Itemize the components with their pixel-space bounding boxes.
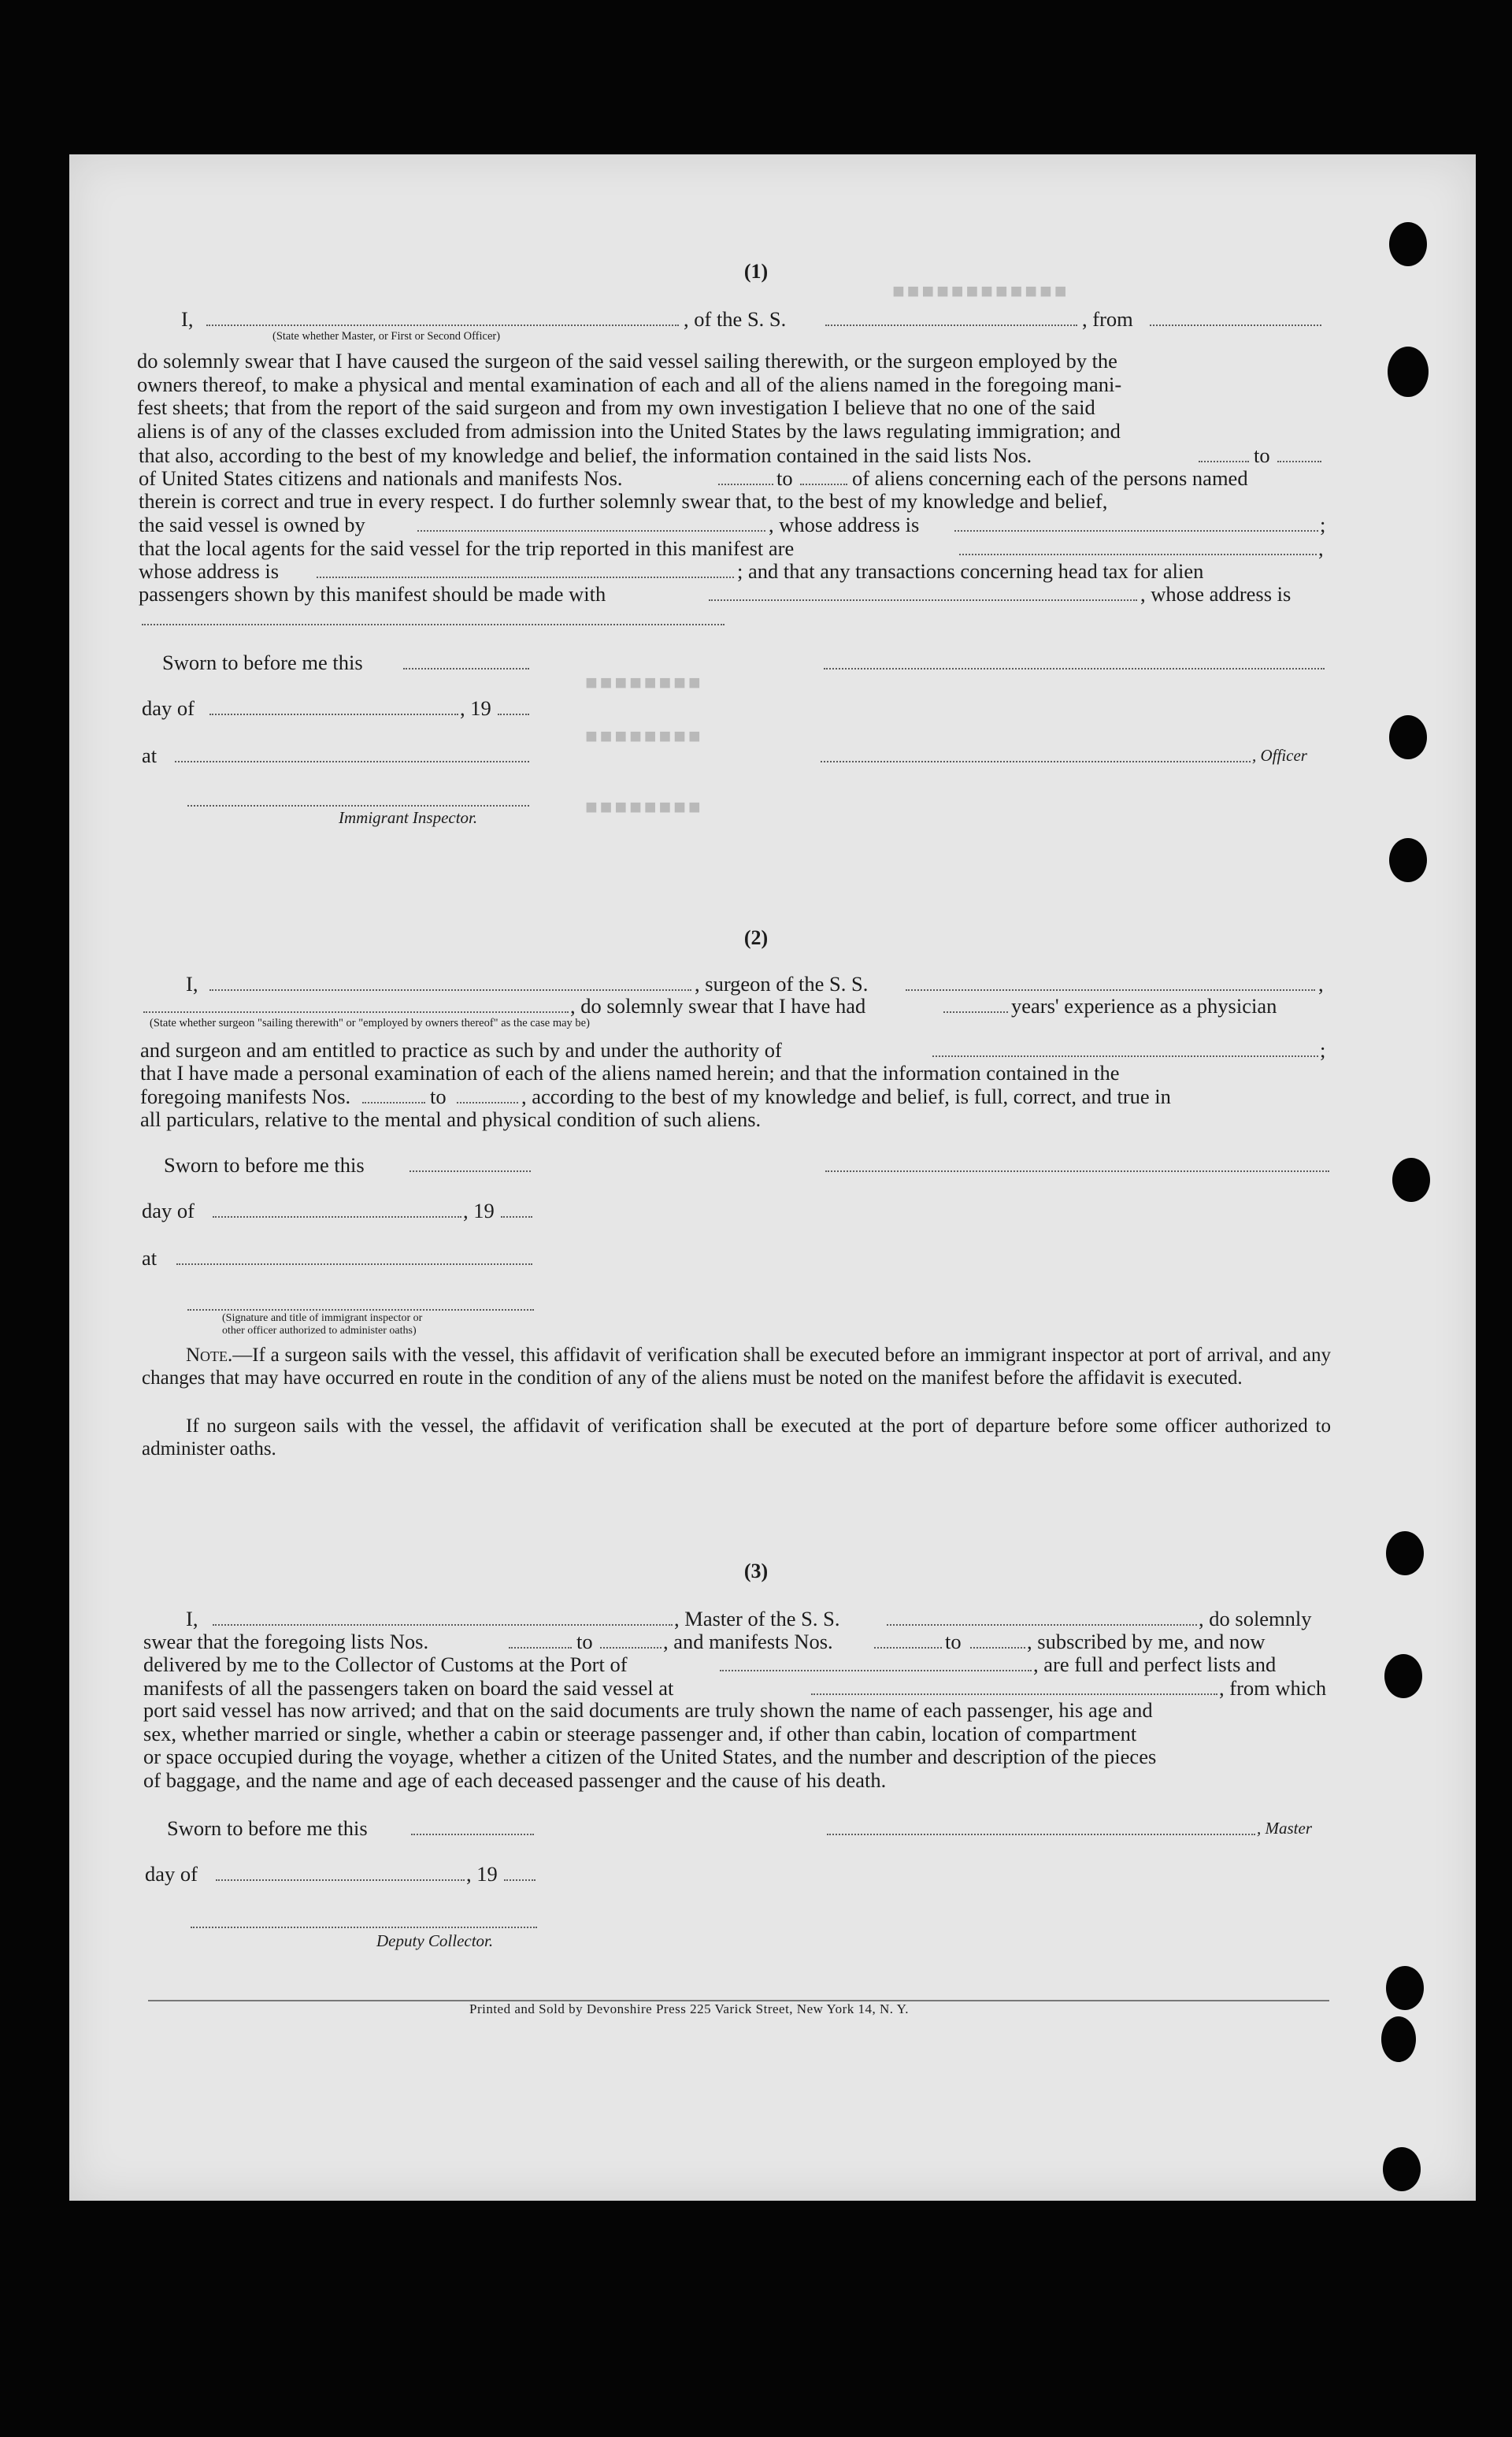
para-line: or space occupied during the voyage, whether a citizen of the United States, and the number and description of the pieces bbox=[143, 1745, 1157, 1769]
surgeon-status-field[interactable] bbox=[143, 996, 569, 1013]
master-name-field[interactable] bbox=[213, 1608, 673, 1626]
owner-field[interactable] bbox=[417, 514, 765, 532]
note-text: If no surgeon sails with the vessel, the affidavit of verification shall be executed at the port of departure before some officer authorized to administer oaths. bbox=[142, 1415, 1331, 1460]
binder-hole bbox=[1386, 1966, 1424, 2010]
text: whose address is bbox=[139, 559, 280, 583]
text: and surgeon and am entitled to practice as such by and under the authority of bbox=[140, 1038, 782, 1062]
text: , Master of the S. S. bbox=[674, 1607, 840, 1630]
note-text: —If a surgeon sails with the vessel, this affidavit of verification shall be executed before an immigrant inspector at port of arrival, and any changes that may have occurred en route in the condition of any of the aliens must be noted on the manifest before the affidavit is executed. bbox=[142, 1345, 1331, 1389]
text: , and manifests Nos. bbox=[663, 1630, 833, 1653]
text: years' experience as a physician bbox=[1011, 994, 1277, 1018]
month-field[interactable] bbox=[216, 1864, 465, 1881]
note-label: Note. bbox=[186, 1345, 233, 1366]
text: I, bbox=[186, 1607, 198, 1630]
section-3-paragraph bbox=[143, 1699, 1331, 1792]
text: that also, according to the best of my knowledge and belief, the information contained in the said lists Nos. bbox=[139, 443, 1032, 467]
text: at bbox=[142, 744, 158, 767]
text: Sworn to before me this bbox=[164, 1153, 365, 1177]
text: , do solemnly swear that I have had bbox=[570, 994, 866, 1018]
text: of United States citizens and nationals and manifests Nos. bbox=[139, 466, 623, 490]
master-signature-field[interactable] bbox=[827, 1818, 1255, 1835]
text: Sworn to before me this bbox=[162, 651, 363, 674]
text: day of bbox=[145, 1862, 198, 1886]
inspector-signature-line[interactable] bbox=[187, 805, 529, 807]
manifests-nos-from-field[interactable] bbox=[718, 468, 773, 485]
binder-hole bbox=[1388, 347, 1429, 397]
from-port-field[interactable] bbox=[1150, 309, 1321, 326]
note-paragraph bbox=[142, 1344, 1331, 1389]
local-agents-field[interactable] bbox=[959, 538, 1317, 555]
sworn-day-field[interactable] bbox=[410, 1155, 531, 1172]
text: , subscribed by me, and now bbox=[1027, 1630, 1266, 1653]
text: to bbox=[945, 1630, 962, 1653]
printer-text: Printed and Sold by Devonshire Press 225 Varick Street, New York 14, N. Y. bbox=[469, 2001, 909, 2016]
text: , are full and perfect lists and bbox=[1033, 1652, 1277, 1676]
signature-field[interactable] bbox=[824, 652, 1325, 670]
para-line: of baggage, and the name and age of each deceased passenger and the cause of his death. bbox=[143, 1767, 887, 1792]
binder-hole bbox=[1381, 2016, 1416, 2062]
text: , from which bbox=[1219, 1676, 1327, 1700]
para-line: owners thereof, to make a physical and mental examination of each and all of the aliens named in the foregoing mani- bbox=[137, 372, 1122, 396]
manifests-from-field[interactable] bbox=[362, 1086, 425, 1104]
bleed-through-mark: ■■■■■■■■ bbox=[583, 796, 701, 818]
text: at bbox=[142, 1246, 158, 1270]
officer-label: , Officer bbox=[1252, 746, 1307, 765]
owner-address-field[interactable] bbox=[954, 514, 1318, 532]
surgeon-signature-field[interactable] bbox=[825, 1155, 1329, 1172]
text: ; and that any transactions concerning head tax for alien bbox=[737, 559, 1204, 583]
text: day of bbox=[142, 696, 195, 720]
text: to bbox=[430, 1085, 447, 1108]
text: , whose address is bbox=[769, 513, 920, 536]
para-line: port said vessel has now arrived; and that on the said documents are truly shown the name of each passenger, his age and bbox=[143, 1698, 1153, 1722]
text: delivered by me to the Collector of Customs at the Port of bbox=[143, 1652, 628, 1676]
text: , according to the best of my knowledge and belief, is full, correct, and true in bbox=[521, 1085, 1171, 1108]
para-line: fest sheets; that from the report of the said surgeon and from my own investigation I believe that no one of the said bbox=[137, 395, 1095, 420]
text: all particulars, relative to the mental and physical condition of such aliens. bbox=[140, 1107, 762, 1131]
sworn-day-field[interactable] bbox=[411, 1818, 534, 1835]
text: , of the S. S. bbox=[684, 307, 787, 331]
lists-nos-from-field[interactable] bbox=[1199, 445, 1249, 462]
note-paragraph-2 bbox=[142, 1415, 1331, 1460]
para-line: do solemnly swear that I have caused the surgeon of the said vessel sailing therewith, or the surgeon employed by the bbox=[137, 349, 1117, 373]
text: of aliens concerning each of the persons named bbox=[852, 466, 1248, 490]
text: , from bbox=[1082, 307, 1133, 331]
bleed-through-mark: ■■■■■■■■ bbox=[583, 725, 701, 747]
text: foregoing manifests Nos. bbox=[140, 1085, 351, 1108]
vessel-name-field[interactable] bbox=[825, 309, 1077, 326]
head-tax-contact-field[interactable] bbox=[709, 584, 1137, 601]
lists-nos-to-field[interactable] bbox=[1277, 445, 1321, 462]
para-line: sex, whether married or single, whether a cabin or steerage passenger and, if other than cabin, location of compartment bbox=[143, 1721, 1137, 1745]
para-line: aliens is of any of the classes excluded from admission into the United States by the laws regulating immigration; and bbox=[137, 418, 1121, 443]
master-label: , Master bbox=[1257, 1819, 1312, 1838]
text: Sworn to before me this bbox=[167, 1816, 368, 1840]
section-1-number: (1) bbox=[743, 260, 769, 283]
lists-to-field[interactable] bbox=[600, 1631, 662, 1649]
administering-officer-signature-line[interactable] bbox=[187, 1309, 534, 1311]
text: to bbox=[776, 466, 793, 490]
text: I, bbox=[186, 972, 198, 996]
binder-hole bbox=[1392, 1158, 1430, 1202]
head-tax-address-field[interactable] bbox=[142, 608, 724, 625]
manifests-nos-to-field[interactable] bbox=[800, 468, 847, 485]
manifests-from-field[interactable] bbox=[874, 1631, 942, 1649]
year-field[interactable] bbox=[501, 1200, 532, 1218]
lists-from-field[interactable] bbox=[509, 1631, 572, 1649]
bleed-through-mark: ■■■■■■■■ bbox=[583, 671, 701, 694]
text: to bbox=[576, 1630, 593, 1653]
inspector-caption: Immigrant Inspector. bbox=[339, 808, 478, 827]
place-field[interactable] bbox=[175, 745, 529, 762]
vessel-name-field[interactable] bbox=[906, 974, 1315, 991]
section-2-number: (2) bbox=[743, 926, 769, 949]
deputy-collector-signature-line[interactable] bbox=[191, 1927, 537, 1928]
sworn-day-field[interactable] bbox=[403, 652, 529, 670]
month-field[interactable] bbox=[209, 698, 458, 715]
text: , do solemnly bbox=[1199, 1607, 1312, 1630]
authority-field[interactable] bbox=[932, 1040, 1318, 1057]
years-field[interactable] bbox=[943, 996, 1008, 1013]
text: therein is correct and true in every respect. I do further solemnly swear that, to the best of my knowledge and belief, bbox=[139, 489, 1108, 513]
year-field[interactable] bbox=[504, 1864, 536, 1881]
section-1-paragraph bbox=[137, 350, 1321, 443]
text: I, bbox=[181, 307, 194, 331]
year-field[interactable] bbox=[498, 698, 529, 715]
section-3-number: (3) bbox=[743, 1560, 769, 1582]
month-field[interactable] bbox=[213, 1200, 461, 1218]
manifests-to-field[interactable] bbox=[457, 1086, 518, 1104]
caption-text: (State whether surgeon "sailing therewith" or "employed by owners thereof" as the case may be) bbox=[150, 1017, 590, 1029]
port-of-departure-field[interactable] bbox=[811, 1678, 1217, 1695]
text: the said vessel is owned by bbox=[139, 513, 365, 536]
caption-text: (Signature and title of immigrant inspector or bbox=[222, 1312, 423, 1324]
text: , surgeon of the S. S. bbox=[695, 972, 869, 996]
text: swear that the foregoing lists Nos. bbox=[143, 1630, 429, 1653]
text: that I have made a personal examination of each of the aliens named herein; and that the information contained in the bbox=[140, 1061, 1120, 1085]
text: , whose address is bbox=[1140, 582, 1292, 606]
text: passengers shown by this manifest should be made with bbox=[139, 582, 606, 606]
binder-hole bbox=[1389, 715, 1427, 759]
officer-name-field[interactable] bbox=[206, 309, 679, 326]
vessel-name-field[interactable] bbox=[887, 1608, 1197, 1626]
place-field[interactable] bbox=[176, 1248, 532, 1265]
binder-hole bbox=[1383, 2147, 1421, 2191]
text: , 19 bbox=[463, 1199, 495, 1222]
text: day of bbox=[142, 1199, 195, 1222]
text: , 19 bbox=[460, 696, 491, 720]
manifests-to-field[interactable] bbox=[970, 1631, 1025, 1649]
port-field[interactable] bbox=[720, 1654, 1032, 1671]
text: , 19 bbox=[466, 1862, 498, 1886]
caption-text: (State whether Master, or First or Second Officer) bbox=[272, 330, 501, 343]
officer-signature-field[interactable] bbox=[821, 745, 1251, 762]
deputy-collector-caption: Deputy Collector. bbox=[376, 1931, 494, 1950]
agents-address-field[interactable] bbox=[317, 561, 734, 578]
text: to bbox=[1254, 443, 1270, 467]
bleed-through-mark: ■■■■■■■■■■■■ bbox=[890, 280, 1067, 302]
binder-hole bbox=[1389, 838, 1427, 882]
caption-text: other officer authorized to administer oaths) bbox=[222, 1325, 417, 1337]
surgeon-name-field[interactable] bbox=[209, 974, 691, 991]
text: manifests of all the passengers taken on board the said vessel at bbox=[143, 1676, 674, 1700]
text: that the local agents for the said vessel for the trip reported in this manifest are bbox=[139, 536, 795, 560]
binder-hole bbox=[1384, 1654, 1422, 1698]
